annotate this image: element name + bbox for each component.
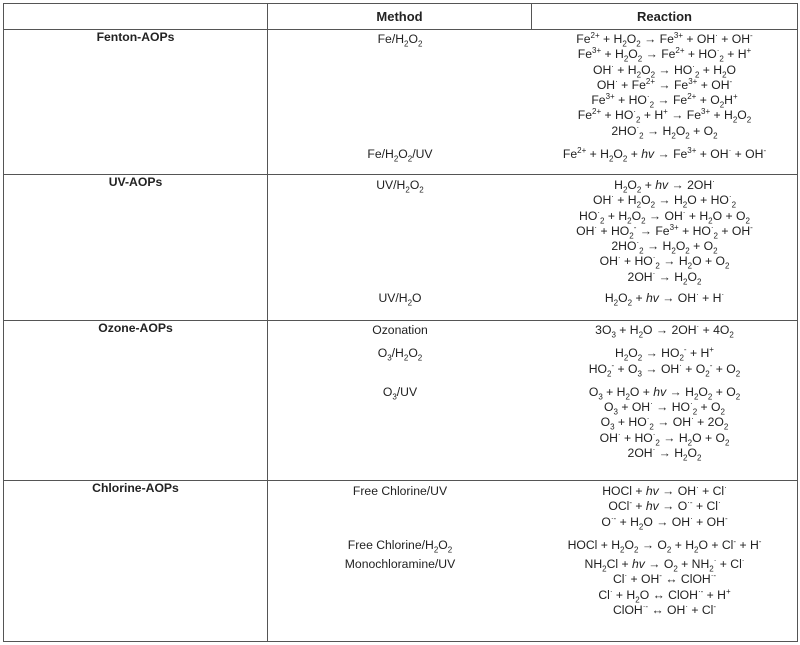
method-entry — [268, 178, 797, 285]
reaction-equation: $OH^\cdot + Fe^{2+} \to Fe^{3+} + OH^-$ — [596, 76, 733, 92]
method-entry — [268, 346, 797, 377]
method-name: $Fe/H_2O_2$ — [377, 32, 423, 49]
method-cell — [268, 147, 532, 162]
reaction-equation: $OH^\cdot + HO_2^- \to Fe^{3+} + HO^\cdot_2 + OH^-$ — [576, 222, 753, 241]
method-entry — [268, 291, 797, 306]
group-entries — [268, 30, 798, 175]
reaction-equation: $2HO^\cdot_2 \to H_2O_2 + O_2$ — [611, 122, 718, 141]
header-row — [4, 4, 798, 30]
reaction-equation: $3O_3 + H_2O \to 2OH^\cdot + 4O_2$ — [595, 321, 734, 340]
method-cell — [268, 291, 532, 306]
reaction-equation: $O_3 + HO^\cdot_2 \to OH^\cdot + 2O_2$ — [600, 414, 729, 432]
reaction-equation: $HO^\cdot_2 + H_2O_2 \to OH^\cdot + H_2O + O_2$ — [579, 207, 750, 226]
method-name: Free Chlorine/$H_2O_2$ — [347, 537, 453, 555]
reaction-equation: $NH_2Cl$ + hv → $O_2 + NH_2^\cdot + Cl^\cdot$ — [584, 556, 745, 574]
method-name: $UV/H_2O_2$ — [376, 178, 424, 195]
method-cell — [268, 385, 532, 461]
group-entries — [268, 321, 798, 481]
reaction-equation: $O_3 + OH^\cdot \to HO^\cdot_2 + O_2$ — [604, 399, 725, 417]
method-entry — [268, 538, 797, 553]
method-entry — [268, 32, 797, 139]
method-name: $O_3/H_2O_2$ — [377, 346, 423, 363]
group-name: Chlorine-AOPs — [4, 481, 268, 642]
method-entry — [268, 385, 797, 461]
method-entry — [268, 557, 797, 618]
reaction-equation: $H_2O_2 \to HO_2^- + H^+$ — [615, 345, 714, 363]
method-entry — [268, 323, 797, 338]
reaction-equation: $H_2O_2$ + hv → OH· + H· — [604, 290, 725, 308]
group-entries — [268, 481, 798, 642]
group-name: Fenton-AOPs — [4, 30, 268, 175]
reaction-equation: Cl· + OH- ↔ ClOH·- — [612, 571, 717, 587]
reaction-equation: HOCl + hv → OH· + Cl· — [602, 482, 727, 498]
group-entries — [268, 175, 798, 321]
reaction-equation: ClOH·- ↔ OH· + Cl- — [612, 602, 717, 618]
reaction-equation: HOCl + $H_2O_2 \to O_2 + H_2O + Cl^- + H^-$ — [567, 536, 762, 555]
method-entry — [268, 484, 797, 530]
method-cell — [268, 538, 532, 553]
reaction-cell — [532, 291, 797, 306]
reaction-equation: $2OH^\cdot \to H_2O_2$ — [627, 268, 702, 287]
header-reaction: Reaction — [532, 4, 798, 30]
reaction-cell — [532, 484, 797, 530]
reaction-equation: $OH^\cdot + H_2O_2 \to H_2O + HO^\cdot_2$ — [592, 192, 737, 210]
reaction-equation: $Fe^{3+} + H_2O_2 \to Fe^{2+} + HO^\cdot_2 + H^+$ — [577, 46, 752, 64]
reaction-cell — [532, 178, 797, 285]
reaction-cell — [532, 147, 797, 162]
reaction-equation: $Fe^{3+} + HO^\cdot_2 \to Fe^{2+} + O_2H^+$ — [591, 92, 738, 110]
method-name: Monochloramine/UV — [344, 557, 456, 572]
method-name: $O_3/UV$ — [382, 384, 418, 402]
group-row — [4, 321, 798, 481]
reaction-cell — [532, 32, 797, 139]
reaction-equation: $Fe^{2+} + HO^\cdot_2 + H^+ \to Fe^{3+} + H_2O_2$ — [577, 107, 752, 125]
reaction-cell — [532, 557, 797, 618]
method-cell — [268, 346, 532, 377]
method-cell — [268, 484, 532, 530]
reaction-equation: $Fe^{2+} + H_2O_2 \to Fe^{3+} + OH^\cdot + OH^-$ — [576, 30, 753, 49]
reaction-cell — [532, 346, 797, 377]
reaction-equation: $2HO^\cdot_2 \to H_2O_2 + O_2$ — [611, 238, 718, 256]
method-name: $Fe/H_2O_2/UV$ — [367, 147, 433, 164]
method-entry — [268, 147, 797, 162]
group-row — [4, 30, 798, 175]
method-cell — [268, 323, 532, 338]
group-row — [4, 175, 798, 321]
method-name: $UV/H_2O$ — [378, 291, 422, 308]
header-method: Method — [268, 4, 532, 30]
group-name: Ozone-AOPs — [4, 321, 268, 481]
method-cell — [268, 32, 532, 139]
group-name: UV-AOPs — [4, 175, 268, 321]
reaction-cell — [532, 323, 797, 338]
reaction-equation: $H_2O_2$ + hv → 2OH· — [614, 176, 715, 195]
reaction-equation: $O^{\cdot-} + H_2O \to OH^\cdot + OH^-$ — [601, 513, 728, 532]
method-cell — [268, 178, 532, 285]
method-cell — [268, 557, 532, 618]
reaction-equation: $2OH^\cdot \to H_2O_2$ — [627, 445, 702, 463]
method-name: Ozonation — [372, 323, 428, 337]
reaction-equation: OCl- + hv → O·- + Cl· — [608, 498, 721, 514]
reaction-equation: $OH^\cdot + H_2O_2 \to HO^\cdot_2 + H_2O$ — [592, 61, 737, 80]
method-name: Free Chlorine/UV — [352, 484, 448, 498]
reaction-equation: $OH^\cdot + HO^\cdot_2 \to H_2O + O_2$ — [599, 253, 730, 271]
reaction-equation: $OH^\cdot + HO^\cdot_2 \to H_2O + O_2$ — [599, 429, 730, 448]
header-group — [4, 4, 268, 30]
reaction-cell — [532, 538, 797, 553]
reaction-equation: $O_3 + H_2O$ + hv → $H_2O_2 + O_2$ — [588, 384, 741, 402]
reaction-equation: $Fe^{2+} + H_2O_2$ + hv → $Fe^{3+} + OH^\cdot + OH^-$ — [562, 146, 767, 164]
reaction-equation: $Cl^\cdot + H_2O$ ↔ ClOH·- + H+ — [598, 586, 731, 605]
group-row — [4, 481, 798, 642]
reaction-equation: $HO_2^- + O_3 \to OH^\cdot + O_2^- + O_2$ — [588, 360, 741, 379]
aop-table — [3, 3, 798, 642]
reaction-cell — [532, 385, 797, 461]
